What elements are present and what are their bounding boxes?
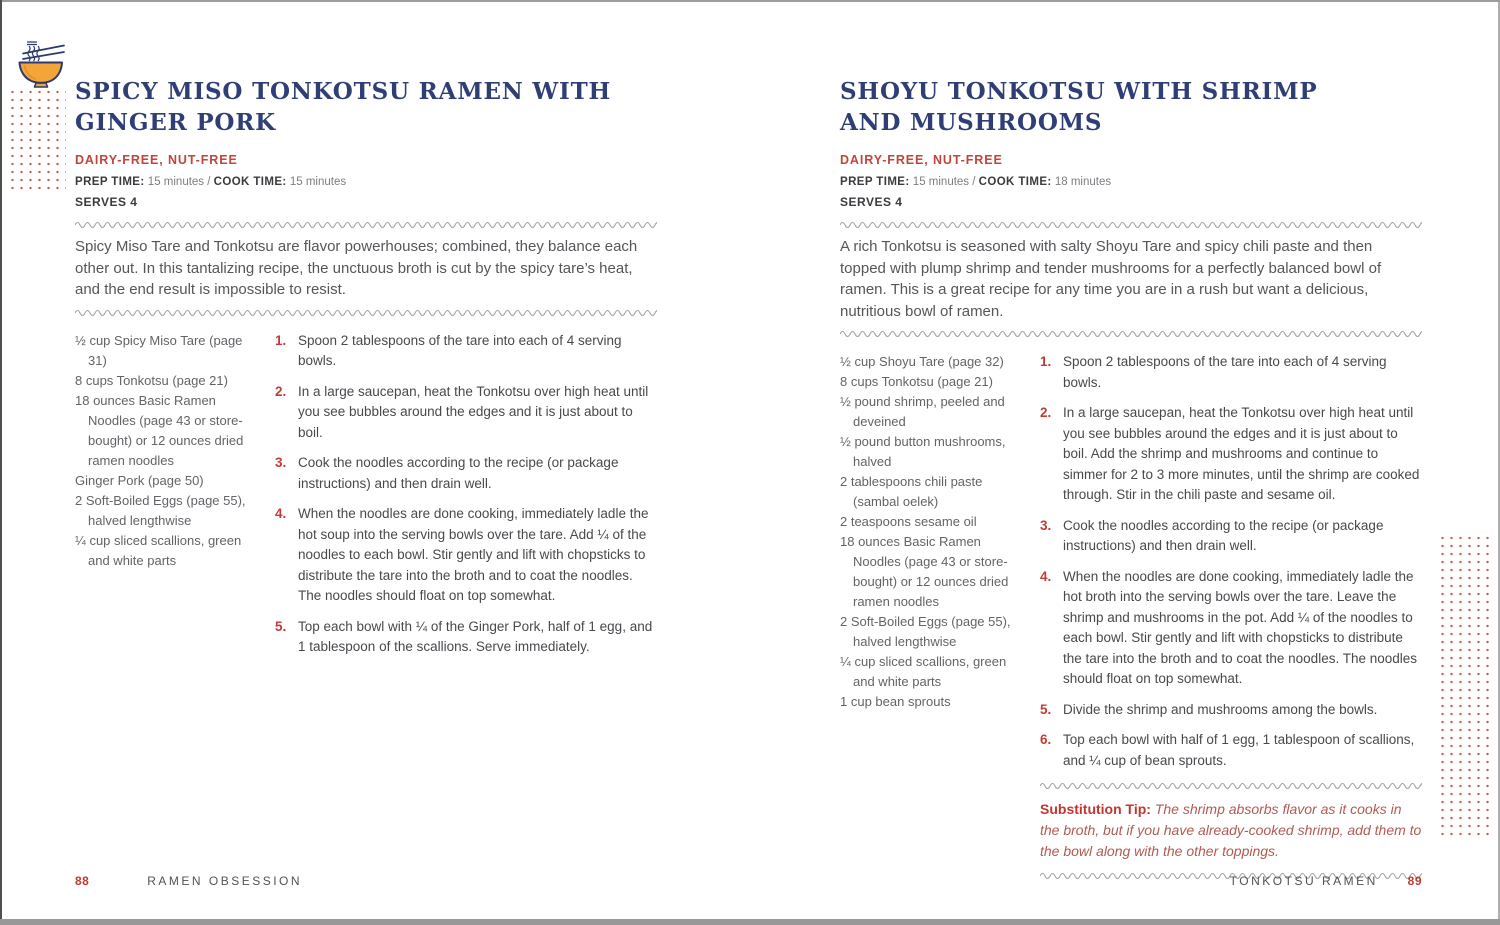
recipe-intro: A rich Tonkotsu is seasoned with salty Shoyu Tare and spicy chili paste and then topped with plump shrimp and tender mushrooms for a perfectly balanced bowl of ramen. This is a great recipe for any time you are in a rush but want a delicious, nutritious bowl of ramen. — [840, 238, 1382, 320]
step-item — [1040, 403, 1422, 506]
tip-text — [1040, 799, 1422, 862]
recipe-title-left — [75, 76, 657, 138]
dot-pattern-right — [1438, 534, 1494, 836]
step-text: Divide the shrimp and mushrooms among the bowls. — [1063, 701, 1378, 717]
step-item — [275, 331, 657, 372]
step-item — [275, 617, 657, 658]
step-item — [1040, 516, 1422, 557]
page-number-right: 89 — [1407, 874, 1422, 888]
step-text: In a large saucepan, heat the Tonkotsu over high heat until you see bubbles around the edges and it is just about to boil. Add the shrimp and mushrooms and continue to simmer for 2 to 3 more minutes, until the shrimp are cooked through. Stir in the chili paste and sesame oil. — [1063, 405, 1420, 503]
step-item — [275, 453, 657, 494]
ingredient-item: 8 cups Tonkotsu (page 21) — [75, 372, 228, 388]
ingredient-item: ½ pound shrimp, peeled and deveined — [840, 394, 1005, 430]
step-number: 1. — [1040, 354, 1052, 370]
step-item — [1040, 352, 1422, 393]
ingredient-item: ¼ cup sliced scallions, green and white parts — [75, 532, 242, 568]
page-left — [75, 0, 657, 668]
ingredient-item: Ginger Pork (page 50) — [75, 472, 204, 488]
ingredients-column — [840, 352, 1018, 880]
cook-time-label: COOK TIME: — [978, 176, 1052, 189]
meta-separator: / — [972, 176, 979, 189]
ingredient-item: 2 teaspoons sesame oil — [840, 514, 977, 530]
step-text: Cook the noodles according to the recipe (or package instructions) and then drain well. — [1063, 517, 1384, 554]
step-item — [275, 504, 657, 607]
chapter-title: TONKOTSU RAMEN — [1229, 874, 1378, 888]
step-item — [1040, 730, 1422, 771]
book-title: RAMEN OBSESSION — [147, 874, 303, 888]
prep-time-value: 15 minutes — [909, 176, 973, 189]
step-text: Top each bowl with half of 1 egg, 1 tablespoon of scallions, and ¼ cup of bean sprouts. — [1063, 732, 1415, 768]
recipe-body — [75, 331, 657, 668]
step-text: When the noodles are done cooking, immediately ladle the hot broth into the serving bowls over the tare. Leave the shrimp and mushrooms in the pot. Add ¼ of the noodles to each bowl. Stir gently and lift with chopsticks to distribute the tare into the broth and to coat the noodles. The noodles should float on top somewhat. — [1063, 568, 1418, 687]
ingredients-column — [75, 331, 253, 668]
step-item — [1040, 700, 1422, 721]
wavy-divider — [840, 329, 1422, 338]
steps-column — [275, 331, 657, 668]
diet-tags: DAIRY-FREE, NUT-FREE — [840, 153, 1003, 168]
page-number-left: 88 — [75, 874, 90, 888]
serves: SERVES 4 — [75, 195, 138, 210]
step-item — [275, 382, 657, 444]
steps-column — [1040, 352, 1422, 880]
substitution-tip — [1040, 781, 1422, 880]
wavy-divider — [75, 220, 657, 229]
step-number: 3. — [275, 455, 287, 471]
step-text: When the noodles are done cooking, immediately ladle the hot soup into the serving bowls over the tare. Add ¼ of the noodles to each bowl. Stir gently and lift with chopsticks to distribute the tare into the broth and to coat the noodles. The noodles should float on top somewhat. — [298, 506, 649, 604]
ingredient-item: 8 cups Tonkotsu (page 21) — [840, 374, 993, 390]
cook-time-value: 18 minutes — [1051, 176, 1112, 189]
prep-time-value: 15 minutes — [144, 176, 208, 189]
step-text: Top each bowl with ¼ of the Ginger Pork, half of 1 egg, and 1 tablespoon of the scallions. Serve immediately. — [298, 618, 653, 655]
step-text: Cook the noodles according to the recipe (or package instructions) and then drain well. — [298, 455, 619, 491]
cook-time-label: COOK TIME: — [213, 176, 287, 189]
step-number: 1. — [275, 332, 287, 348]
ingredient-item: 2 tablespoons chili paste (sambal oelek) — [840, 474, 983, 510]
step-number: 2. — [1040, 405, 1052, 421]
ingredient-item: ¼ cup sliced scallions, green and white parts — [840, 654, 1007, 690]
wavy-divider — [840, 220, 1422, 229]
step-number: 6. — [1040, 732, 1052, 748]
step-item — [1040, 567, 1422, 690]
title-line-2: GINGER PORK — [75, 109, 276, 136]
step-text: Spoon 2 tablespoons of the tare into each of 4 serving bowls. — [1063, 354, 1387, 390]
title-line-2: AND MUSHROOMS — [840, 109, 1103, 136]
recipe-title-right — [840, 76, 1422, 138]
title-line-1: SPICY MISO TONKOTSU RAMEN WITH — [75, 78, 612, 105]
step-number: 3. — [1040, 517, 1052, 533]
serves: SERVES 4 — [840, 195, 903, 210]
prep-time-label: PREP TIME: — [840, 176, 910, 189]
recipe-body — [840, 352, 1422, 880]
title-line-1: SHOYU TONKOTSU WITH SHRIMP — [840, 78, 1318, 105]
meta-separator: / — [207, 176, 214, 189]
step-text: Spoon 2 tablespoons of the tare into each of 4 serving bowls. — [298, 332, 622, 369]
wavy-divider — [1040, 781, 1422, 790]
ingredient-item: 1 cup bean sprouts — [840, 694, 951, 710]
footer-left — [75, 874, 302, 888]
page-right — [840, 0, 1422, 880]
step-text: In a large saucepan, heat the Tonkotsu over high heat until you see bubbles around the edges and it is just about to boil. — [298, 383, 649, 440]
footer-right — [1230, 874, 1422, 888]
ingredient-item: 2 Soft-Boiled Eggs (page 55), halved lengthwise — [840, 614, 1011, 650]
cook-time-value: 15 minutes — [286, 176, 347, 189]
ingredient-item: ½ cup Spicy Miso Tare (page 31) — [75, 332, 243, 368]
step-number: 5. — [275, 618, 287, 634]
ingredient-item: 18 ounces Basic Ramen Noodles (page 43 or store-bought) or 12 ounces dried ramen noodles — [75, 392, 244, 468]
step-number: 5. — [1040, 701, 1052, 717]
ingredient-item: 2 Soft-Boiled Eggs (page 55), halved lengthwise — [75, 492, 246, 528]
ingredient-item: 18 ounces Basic Ramen Noodles (page 43 or store-bought) or 12 ounces dried ramen noodles — [840, 534, 1009, 610]
wavy-divider — [75, 308, 657, 317]
page-edge-left — [0, 0, 2, 919]
diet-tags: DAIRY-FREE, NUT-FREE — [75, 153, 238, 168]
ingredient-item: ½ cup Shoyu Tare (page 32) — [840, 354, 1004, 370]
step-number: 4. — [275, 506, 287, 522]
tip-body: The shrimp absorbs flavor as it cooks in the broth, but if you have already-cooked shrimp, add them to the bowl along with the other toppings. — [1040, 801, 1422, 860]
time-meta — [75, 176, 657, 188]
step-number: 4. — [1040, 568, 1052, 584]
dot-pattern-left — [8, 88, 66, 190]
time-meta — [840, 176, 1422, 188]
recipe-intro: Spicy Miso Tare and Tonkotsu are flavor powerhouses; combined, they balance each other out. In this tantalizing recipe, the unctuous broth is cut by the spicy tare’s heat, and the end result is impossible to resist. — [75, 238, 638, 299]
ramen-bowl-icon — [17, 40, 65, 88]
step-number: 2. — [275, 383, 287, 399]
tip-label: Substitution Tip: — [1040, 801, 1151, 818]
prep-time-label: PREP TIME: — [75, 176, 145, 189]
page-edge-bottom — [0, 919, 1500, 925]
ingredient-item: ½ pound button mushrooms, halved — [840, 434, 1006, 470]
